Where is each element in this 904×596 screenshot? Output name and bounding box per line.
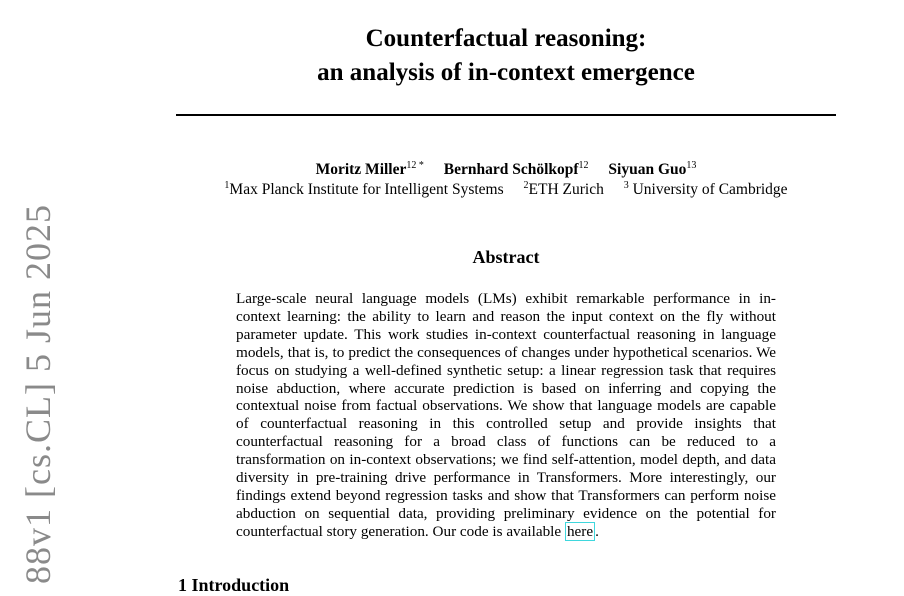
affiliation-list: [176, 180, 836, 200]
abstract-body: [236, 290, 776, 541]
affiliation-mark: 1: [224, 179, 230, 191]
affiliation-2: [524, 181, 604, 198]
arxiv-stamp: 88v1 [cs.CL] 5 Jun 2025: [18, 204, 58, 584]
affiliation-mark: 2: [523, 179, 529, 191]
abstract-text: Large-scale neural language models (LMs) exhibit remarkable performance in in-context learning: the ability to learn and reason the input context on the fly without parameter update. This work studies in-context counterfactual reasoning in language models, that is, to predict the consequences of changes under hypothetical scenarios. We focus on studying a well-defined synthetic setup: a linear regression task that requires noise abduction, where accurate prediction is based on inferring and copying the contextual noise from factual observations. We show that language models are capable of counterfactual reasoning in this controlled setup and provide insights that counterfactual reasoning for a broad class of functions can be reduced to a transformation on in-context observations; we find self-attention, model depth, and data diversity in pre-training drive performance in Transformers. More interestingly, our findings extend beyond regression tasks and show that Transformers can perform noise abduction on sequential data, providing preliminary evidence on the potential for counterfactual story generation. Our code is available: [236, 290, 776, 540]
paper-title-line-2: an analysis of in-context emergence: [317, 59, 695, 86]
author-affiliation-marks: 12 *: [406, 159, 424, 171]
author-1: [316, 161, 424, 178]
affiliation-name: ETH Zurich: [528, 181, 604, 198]
abstract-end: .: [595, 522, 599, 540]
affiliation-name: Max Planck Institute for Intelligent Systems: [229, 181, 504, 198]
affiliation-3: [624, 181, 788, 198]
author-3: [608, 161, 696, 178]
author-2: [444, 161, 589, 178]
author-list: [176, 160, 836, 180]
affiliation-1: [224, 181, 503, 198]
author-name: Moritz Miller: [315, 161, 407, 178]
title-rule: [176, 114, 836, 116]
author-name: Siyuan Guo: [608, 161, 687, 178]
author-affiliation-marks: 12: [578, 159, 589, 171]
affiliation-name: University of Cambridge: [628, 181, 788, 198]
paper-title-line-1: Counterfactual reasoning:: [365, 25, 647, 52]
abstract-heading: Abstract: [472, 247, 540, 267]
paper-title: [176, 22, 836, 90]
affiliation-mark: 3: [623, 179, 629, 191]
code-link[interactable]: here: [566, 522, 594, 540]
author-affiliation-marks: 13: [686, 159, 697, 171]
author-name: Bernhard Schölkopf: [443, 161, 579, 178]
next-section-heading: 1 Introduction: [178, 575, 290, 595]
